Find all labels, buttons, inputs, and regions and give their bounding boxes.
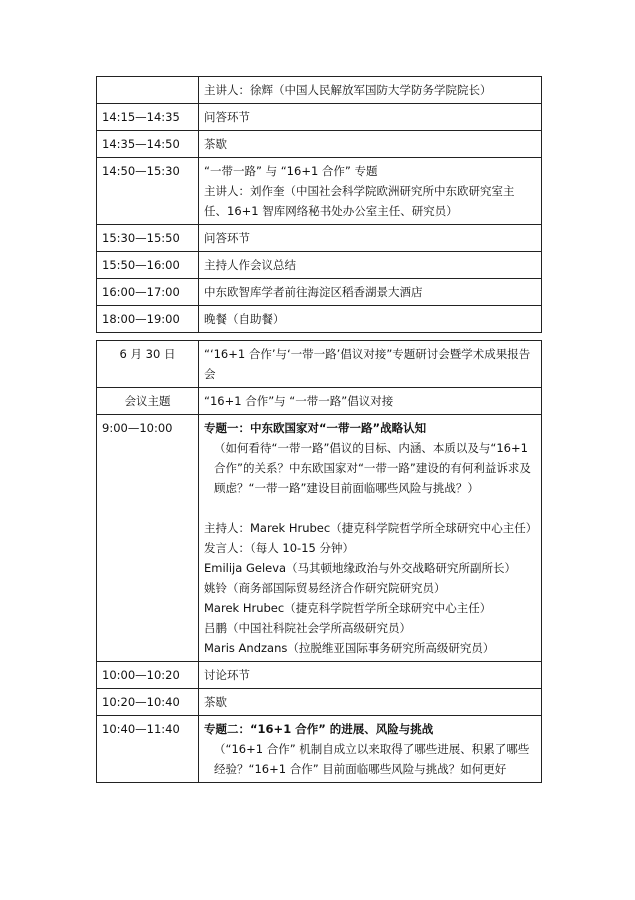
speakers-label: 发言人：（每人 10-15 分钟） xyxy=(204,541,354,555)
speaker-item: 姚铃（商务部国际贸易经济合作研究院研究员） xyxy=(204,581,446,595)
table-row xyxy=(97,131,542,158)
time-cell: 9:00—10:00 xyxy=(97,415,199,662)
time-cell: 14:50—15:30 xyxy=(97,158,199,225)
theme-label-cell: 会议主题 xyxy=(97,388,199,415)
session-cell xyxy=(199,415,542,662)
table-row xyxy=(97,662,542,689)
blank-line xyxy=(204,498,536,518)
content-cell: 讨论环节 xyxy=(199,662,542,689)
time-cell: 15:50—16:00 xyxy=(97,252,199,279)
content-text: 主持人作会议总结 xyxy=(204,258,296,272)
time-cell: 10:40—11:40 xyxy=(97,716,199,783)
session-cell xyxy=(199,716,542,783)
date-cell: 6 月 30 日 xyxy=(97,341,199,388)
speaker-item: 吕鹏（中国社科院社会学所高级研究员） xyxy=(204,621,411,635)
content-cell xyxy=(199,131,542,158)
session-heading: 专题二：“16+1 合作” 的进展、风险与挑战 xyxy=(204,722,434,736)
content-cell xyxy=(199,104,542,131)
time-cell xyxy=(97,77,199,104)
session-description: （“16+1 合作” 机制自成立以来取得了哪些进展、积累了哪些经验？“16+1 合作” 目前面临哪些风险与挑战？如何更好 xyxy=(214,742,530,776)
time-cell: 18:00—19:00 xyxy=(97,306,199,333)
table-row xyxy=(97,104,542,131)
time-cell: 10:00—10:20 xyxy=(97,662,199,689)
table-row xyxy=(97,689,542,716)
event-title-cell: “‘16+1 合作’与‘一带一路’倡议对接”专题研讨会暨学术成果报告会 xyxy=(199,341,542,388)
content-cell xyxy=(199,77,542,104)
content-cell xyxy=(199,279,542,306)
content-cell xyxy=(199,252,542,279)
speaker-text: 主讲人：刘作奎（中国社会科学院欧洲研究所中东欧研究室主任、16+1 智库网络秘书处办公室主任、研究员） xyxy=(204,184,515,218)
content-text: 问答环节 xyxy=(204,110,250,124)
session-host: 主持人：Marek Hrubec（捷克科学院哲学所全球研究中心主任） xyxy=(204,521,538,535)
time-cell: 14:35—14:50 xyxy=(97,131,199,158)
content-text: 中东欧智库学者前往海淀区稻香湖景大酒店 xyxy=(204,285,423,299)
content-text: 问答环节 xyxy=(204,231,250,245)
speaker-item: Marek Hrubec（捷克科学院哲学所全球研究中心主任） xyxy=(204,601,492,615)
speaker-item: Maris Andzans（拉脱维亚国际事务研究所高级研究员） xyxy=(204,641,495,655)
theme-cell: “16+1 合作”与 “一带一路”倡议对接 xyxy=(199,388,542,415)
table-row xyxy=(97,225,542,252)
time-cell: 10:20—10:40 xyxy=(97,689,199,716)
table-row xyxy=(97,77,542,104)
table-row xyxy=(97,388,542,415)
schedule-table-afternoon xyxy=(96,76,542,333)
topic-title: “一带一路” 与 “16+1 合作” 专题 xyxy=(204,164,378,178)
table-row xyxy=(97,252,542,279)
content-text: 茶歇 xyxy=(204,137,227,151)
schedule-table-june-30 xyxy=(96,340,542,783)
content-text: 晚餐（自助餐） xyxy=(204,312,285,326)
speaker-item: Emilija Geleva（马其顿地缘政治与外交战略研究所副所长） xyxy=(204,561,517,575)
session-heading: 专题一：中东欧国家对“一带一路”战略认知 xyxy=(204,421,427,435)
table-row xyxy=(97,306,542,333)
content-cell: 茶歇 xyxy=(199,689,542,716)
time-cell: 15:30—15:50 xyxy=(97,225,199,252)
time-cell: 14:15—14:35 xyxy=(97,104,199,131)
table-row xyxy=(97,341,542,388)
table-row xyxy=(97,716,542,783)
table-row xyxy=(97,279,542,306)
content-text: 主讲人：徐辉（中国人民解放军国防大学防务学院院长） xyxy=(204,83,492,97)
content-cell xyxy=(199,306,542,333)
session-description: （如何看待“一带一路”倡议的目标、内涵、本质以及与“16+1 合作”的关系？中东欧国家对“一带一路”建设的有何利益诉求及顾虑？“一带一路”建设目前面临哪些风险与挑战？） xyxy=(214,441,531,495)
table-row xyxy=(97,158,542,225)
time-cell: 16:00—17:00 xyxy=(97,279,199,306)
content-cell xyxy=(199,158,542,225)
table-row xyxy=(97,415,542,662)
content-cell xyxy=(199,225,542,252)
